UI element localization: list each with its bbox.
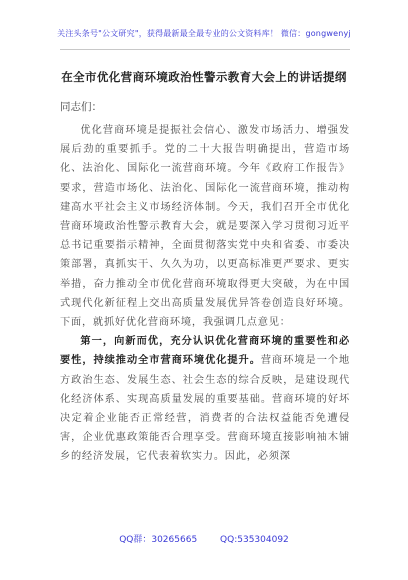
paragraph-section-1 — [60, 332, 350, 466]
document-body — [60, 121, 350, 467]
salutation: 同志们： — [60, 101, 102, 113]
header-divider — [60, 49, 350, 50]
footer-contact-bar — [0, 532, 408, 545]
section-1-heading: 第一，向新而优，充分认识优化营商环境的重要性和必要性，持续推动全市营商环境优化提升。 — [60, 335, 350, 367]
footer-qq-group: QQ群：30265665 — [119, 535, 198, 545]
header-promo-banner: 关注头条号"公文研究"，获得最新最全最专业的公文资料库！ 微信：gongwenyj — [57, 29, 351, 38]
footer-qq-contact: QQ:535304092 — [220, 535, 289, 545]
section-1-body: 营商环境是一个地方政治生态、发展生态、社会生态的综合反映，是建设现代化经济体系、实现高质量发展的重要基础。营商环境的好坏决定着企业能否正常经营，消费者的合法权益能否免遭侵害，企业优惠政策能否合理享受。营商环境直接影响袖木铺乡的经济发展，它代表着软实力。因此，必须深 — [60, 355, 350, 463]
document-title: 在全市优化营商环境政治性警示教育大会上的讲话提纲 — [61, 70, 347, 84]
paragraph-intro: 优化营商环境是提振社会信心、激发市场活力、增强发展后劲的重要抓手。党的二十大报告明确提出，营造市场化、法治化、国际化一流营商环境。今年《政府工作报告》要求，营造市场化、法治化、国际化一流营商环境，推动构建高水平社会主义市场经济体制。今天，我们召开全市优化营商环境政治性警示教育大会，就是要深入学习贯彻习近平总书记重要指示精神，全面贯彻落实党中央和省委、市委决策部署，真抓实干、久久为功，以更高标准更严要求、更实举措，奋力推动全市优化营商环境取得更大突破，为在中国式现代化新征程上交出高质量发展优异答卷创造良好环境。下面，就抓好优化营商环境，我强调几点意见： — [60, 125, 350, 329]
